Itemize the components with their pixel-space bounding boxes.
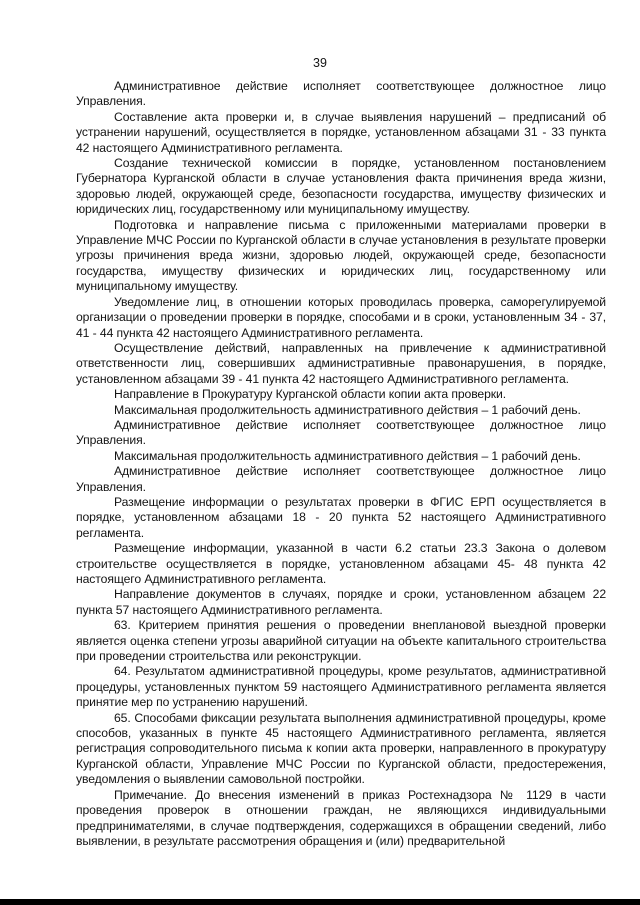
paragraph: Осуществление действий, направленных на привлечение к административной ответственности лиц, совершивших административные правонарушения, в порядке, установленном абзацами 39 - 41 пункта 42 настоящего Административного регламента.: [76, 340, 606, 386]
paragraph: Размещение информации о результатах проверки в ФГИС ЕРП осуществляется в порядке, установленном абзацами 18 - 20 пункта 52 настоящего Административного регламента.: [76, 494, 606, 540]
paragraph: Максимальная продолжительность административного действия – 1 рабочий день.: [114, 402, 581, 417]
page-number: 39: [313, 56, 327, 70]
body-text: [76, 79, 606, 849]
paragraph: 63. Критерием принятия решения о проведении внеплановой выездной проверки является оценка степени угрозы аварийной ситуации на объекте капитального строительства при проведении строительства или реконструкции.: [76, 618, 606, 664]
paragraph: Административное действие исполняет соответствующее должностное лицо Управления.: [76, 464, 606, 494]
paragraph: Направление документов в случаях, порядке и сроки, установленном абзацем 22 пункта 57 настоящего Административного регламента.: [76, 587, 606, 617]
paragraph: Составление акта проверки и, в случае выявления нарушений – предписаний об устранении нарушений, осуществляется в порядке, установленном абзацами 31 - 33 пункта 42 настоящего Административного регламента.: [76, 109, 606, 155]
paragraph: Создание технической комиссии в порядке, установленном постановлением Губернатора Курганской области в случае установления факта причинения вреда жизни, здоровью людей, окружающей среде, безопасности государства, имуществу физических и юридических лиц, государственному или муниципальному имуществу.: [76, 156, 606, 217]
scan-bottom-edge: [0, 899, 640, 905]
paragraph: Примечание. До внесения изменений в приказ Ростехнадзора № 1129 в части проведения проверок в отношении граждан, не являющихся индивидуальными предпринимателями, в случае подтверждения, содержащихся в обращении сведений, либо выявлении, в результате рассмотрения обращения и (или) предварительной: [76, 787, 606, 848]
paragraph: Уведомление лиц, в отношении которых проводилась проверка, саморегулируемой организации о проведении проверки в порядке, способами и в сроки, установленным 34 - 37, 41 - 44 пункта 42 настоящего Административного регламента.: [76, 294, 606, 340]
paragraph: Максимальная продолжительность административного действия – 1 рабочий день.: [114, 448, 581, 463]
paragraph: 64. Результатом административной процедуры, кроме результатов, административной процедуры, установленных пунктом 59 настоящего Административного регламента является принятие мер по устранению нарушений.: [76, 664, 606, 710]
paragraph: Административное действие исполняет соответствующее должностное лицо Управления.: [76, 417, 606, 448]
paragraph: Подготовка и направление письма с приложенными материалами проверки в Управление МЧС России по Курганской области в случае установления в результате проверки угрозы причинения вреда жизни, здоровью людей, окружающей среде, безопасности государства, имуществу физических и юридических лиц, государственному или муниципальному имуществу.: [76, 217, 606, 294]
paragraph: Административное действие исполняет соответствующее должностное лицо Управления.: [76, 79, 606, 109]
paragraph: Размещение информации, указанной в части 6.2 статьи 23.3 Закона о долевом строительстве осуществляется в порядке, установленном абзацами 45- 48 пункта 42 настоящего Административного регламента.: [76, 541, 606, 586]
paragraph: 65. Способами фиксации результата выполнения административной процедуры, кроме способов, указанных в пункте 45 настоящего Административного регламента, является регистрация сопроводительного письма к копии акта проверки, направленного в прокуратуру Курганской области, Управление МЧС России по Курганской области, предостережения, уведомления о выявлении самовольной постройки.: [76, 710, 606, 787]
paragraph: Направление в Прокуратуру Курганской области копии акта проверки.: [114, 387, 507, 402]
